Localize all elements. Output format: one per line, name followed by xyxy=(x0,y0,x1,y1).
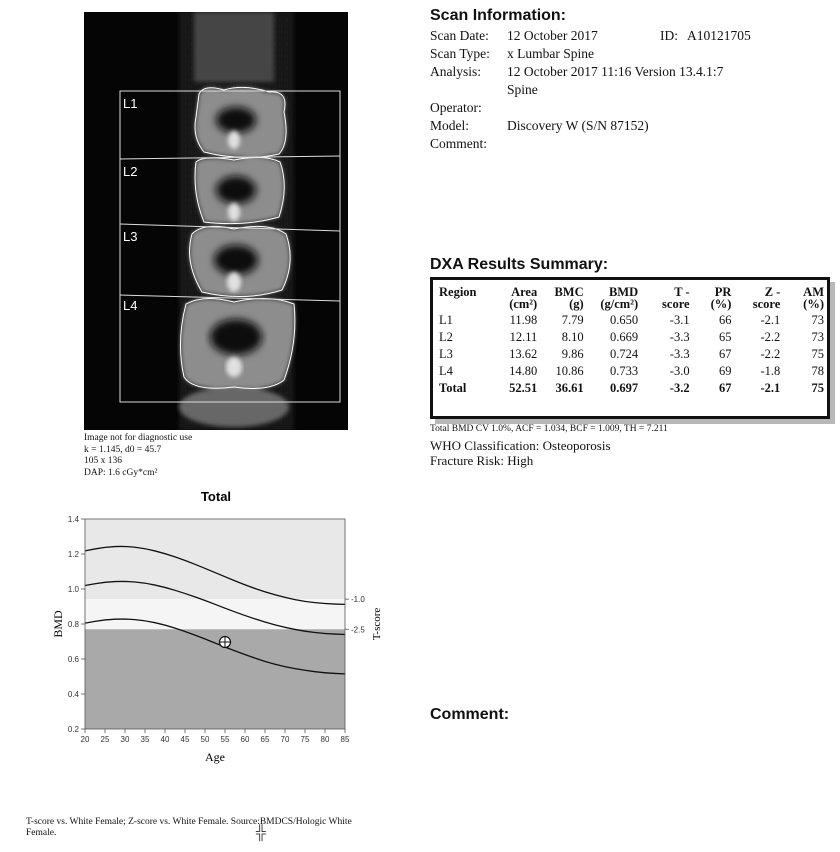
scan-info-block xyxy=(430,27,830,157)
cell: 52.51 xyxy=(509,381,538,395)
comment-label: Comment: xyxy=(430,136,487,151)
spine-scan-image xyxy=(84,12,348,430)
operator-label: Operator: xyxy=(430,100,482,115)
table-row xyxy=(435,329,827,346)
caption-line: k = 1.145, d0 = 45.7 xyxy=(84,444,162,455)
col-header-line: AM xyxy=(803,285,824,299)
cell: -3.1 xyxy=(669,313,690,327)
scan-type-value: x Lumbar Spine xyxy=(507,46,594,61)
cell: -2.1 xyxy=(760,313,781,327)
col-header-line: Area xyxy=(511,285,538,299)
cell: -1.8 xyxy=(760,364,781,378)
caption-line: 105 x 136 xyxy=(84,456,122,466)
col-header-line: (%) xyxy=(803,297,824,311)
cell: 69 xyxy=(718,364,732,378)
cell: 78 xyxy=(811,364,824,378)
col-header-line: Z - xyxy=(764,285,781,299)
x-tick-label: 70 xyxy=(280,735,290,744)
y-tick-label: 1.0 xyxy=(67,585,79,594)
cell: 75 xyxy=(811,347,824,361)
patient-point xyxy=(220,637,231,648)
cell: 65 xyxy=(718,330,732,344)
cell: -2.2 xyxy=(760,330,781,344)
y-tick-label: 0.6 xyxy=(67,655,79,664)
col-header-line: score xyxy=(752,297,781,311)
cell: -3.0 xyxy=(669,364,690,378)
cell: 36.61 xyxy=(555,381,584,395)
x-tick-label: 45 xyxy=(180,735,190,744)
analysis-value-line2: Spine xyxy=(507,82,538,97)
x-tick-label: 40 xyxy=(160,735,170,744)
cell: L3 xyxy=(439,347,453,361)
col-header-line: Region xyxy=(439,285,477,299)
table-header-row xyxy=(435,284,827,312)
col-header-tscore xyxy=(641,284,692,312)
region-label-l3: L3 xyxy=(123,229,138,244)
cell: -3.2 xyxy=(669,381,690,395)
tscore-tick-label: -2.5 xyxy=(351,625,365,635)
id-value: A10121705 xyxy=(687,28,751,43)
cell: 0.650 xyxy=(610,313,639,327)
cell: L1 xyxy=(439,313,453,327)
x-tick-label: 75 xyxy=(300,735,310,744)
cell: -2.2 xyxy=(760,347,781,361)
y-tick-label: 0.2 xyxy=(67,725,79,734)
table-row xyxy=(435,363,827,380)
col-header-zscore xyxy=(734,284,783,312)
col-header-line: (g/cm²) xyxy=(600,297,639,311)
footer-line: T-score vs. White Female; Z-score vs. White Female. Source:BMDCS/Hologic White xyxy=(26,817,352,827)
col-header-line: BMC xyxy=(554,285,584,299)
region-label-l4: L4 xyxy=(123,298,138,313)
cell: 0.669 xyxy=(610,330,639,344)
reference-bands xyxy=(85,519,345,729)
y-tick-label: 1.4 xyxy=(67,515,79,524)
cell: Total xyxy=(439,381,467,395)
cell: L4 xyxy=(439,364,453,378)
scan-type-label: Scan Type: xyxy=(430,46,490,61)
x-tick-label: 35 xyxy=(140,735,150,744)
x-tick-label: 20 xyxy=(80,735,90,744)
model-value: Discovery W (S/N 87152) xyxy=(507,118,649,133)
dxa-results-table-box xyxy=(430,277,830,419)
col-header-area xyxy=(496,284,541,312)
reference-band-2 xyxy=(85,629,345,729)
id-label: ID: xyxy=(660,28,678,43)
footer-note xyxy=(26,817,352,839)
dxa-title: DXA Results Summary: xyxy=(430,256,609,273)
dxa-footnote: Total BMD CV 1.0%, ACF = 1.034, BCF = 1.009, TH = 7.211 xyxy=(430,424,668,434)
region-label-l2: L2 xyxy=(123,164,138,179)
bmd-age-chart xyxy=(30,486,390,776)
col-header-pr xyxy=(693,284,735,312)
chart-tscore-axis-label: T-score xyxy=(371,607,383,641)
cursor-crosshair-icon: ╬ xyxy=(256,826,266,841)
footer-line: Female. xyxy=(26,828,57,838)
chart-x-axis-label: Age xyxy=(205,750,225,764)
col-header-line: (cm²) xyxy=(509,297,538,311)
scan-date-label: Scan Date: xyxy=(430,28,489,43)
col-header-region xyxy=(435,284,496,312)
chart-title: Total xyxy=(200,489,232,504)
col-header-line: (%) xyxy=(710,297,732,311)
cell: 7.79 xyxy=(561,313,584,327)
cell: 12.11 xyxy=(509,330,538,344)
cell: 9.86 xyxy=(561,347,584,361)
col-header-bmc xyxy=(540,284,586,312)
cell: L2 xyxy=(439,330,453,344)
bmd-age-chart-svg xyxy=(30,486,390,776)
col-header-bmd xyxy=(587,284,641,312)
cell: 11.98 xyxy=(509,313,538,327)
x-tick-label: 30 xyxy=(120,735,130,744)
y-tick-label: 1.2 xyxy=(67,550,79,559)
cell: -3.3 xyxy=(669,347,690,361)
y-tick-label: 0.4 xyxy=(67,690,79,699)
x-tick-label: 85 xyxy=(340,735,350,744)
region-label-l1: L1 xyxy=(123,96,138,111)
cell: 8.10 xyxy=(561,330,584,344)
x-tick-label: 55 xyxy=(220,735,230,744)
table-row xyxy=(435,346,827,363)
col-header-line: (g) xyxy=(569,297,584,311)
x-tick-label: 50 xyxy=(200,735,210,744)
who-classification: WHO Classification: Osteoporosis xyxy=(430,438,611,453)
model-label: Model: xyxy=(430,118,469,133)
chart-y-axis-label: BMD xyxy=(51,610,65,638)
cell: 73 xyxy=(811,330,824,344)
col-header-line: score xyxy=(662,297,690,311)
y-tick-label: 0.8 xyxy=(67,620,79,629)
cell: 67 xyxy=(718,347,732,361)
cell: 67 xyxy=(718,381,732,395)
caption-line: DAP: 1.6 cGy*cm² xyxy=(84,467,158,478)
comment-section-title: Comment: xyxy=(430,706,510,723)
x-tick-label: 60 xyxy=(240,735,250,744)
cell: -3.3 xyxy=(669,330,690,344)
reference-band-0 xyxy=(85,519,345,599)
tscore-tick-label: -1.0 xyxy=(351,595,365,605)
cell: 0.724 xyxy=(610,347,639,361)
col-header-am xyxy=(783,284,827,312)
col-header-line: PR xyxy=(714,285,732,299)
cell: 14.80 xyxy=(509,364,538,378)
cell: -2.1 xyxy=(760,381,781,395)
table-row xyxy=(435,312,827,329)
cell: 75 xyxy=(811,381,824,395)
cell: 73 xyxy=(811,313,824,327)
caption-line: Image not for diagnostic use xyxy=(84,433,193,443)
dxa-results-table xyxy=(435,284,827,397)
analysis-label: Analysis: xyxy=(430,64,482,79)
cell: 0.697 xyxy=(610,381,639,395)
cell: 0.733 xyxy=(610,364,639,378)
scan-caption xyxy=(84,433,192,479)
cell: 10.86 xyxy=(555,364,584,378)
cell: 13.62 xyxy=(509,347,538,361)
col-header-line: BMD xyxy=(608,285,639,299)
scan-info-title: Scan Information: xyxy=(430,7,567,24)
x-tick-label: 25 xyxy=(100,735,110,744)
scan-date-value: 12 October 2017 xyxy=(507,28,598,43)
fracture-risk: Fracture Risk: High xyxy=(430,453,534,468)
col-header-line: T - xyxy=(674,285,690,299)
cell: 66 xyxy=(718,313,732,327)
table-row-total xyxy=(435,380,827,397)
x-tick-label: 65 xyxy=(260,735,270,744)
x-tick-label: 80 xyxy=(320,735,330,744)
analysis-value: 12 October 2017 11:16 Version 13.4.1:7 xyxy=(507,64,724,79)
